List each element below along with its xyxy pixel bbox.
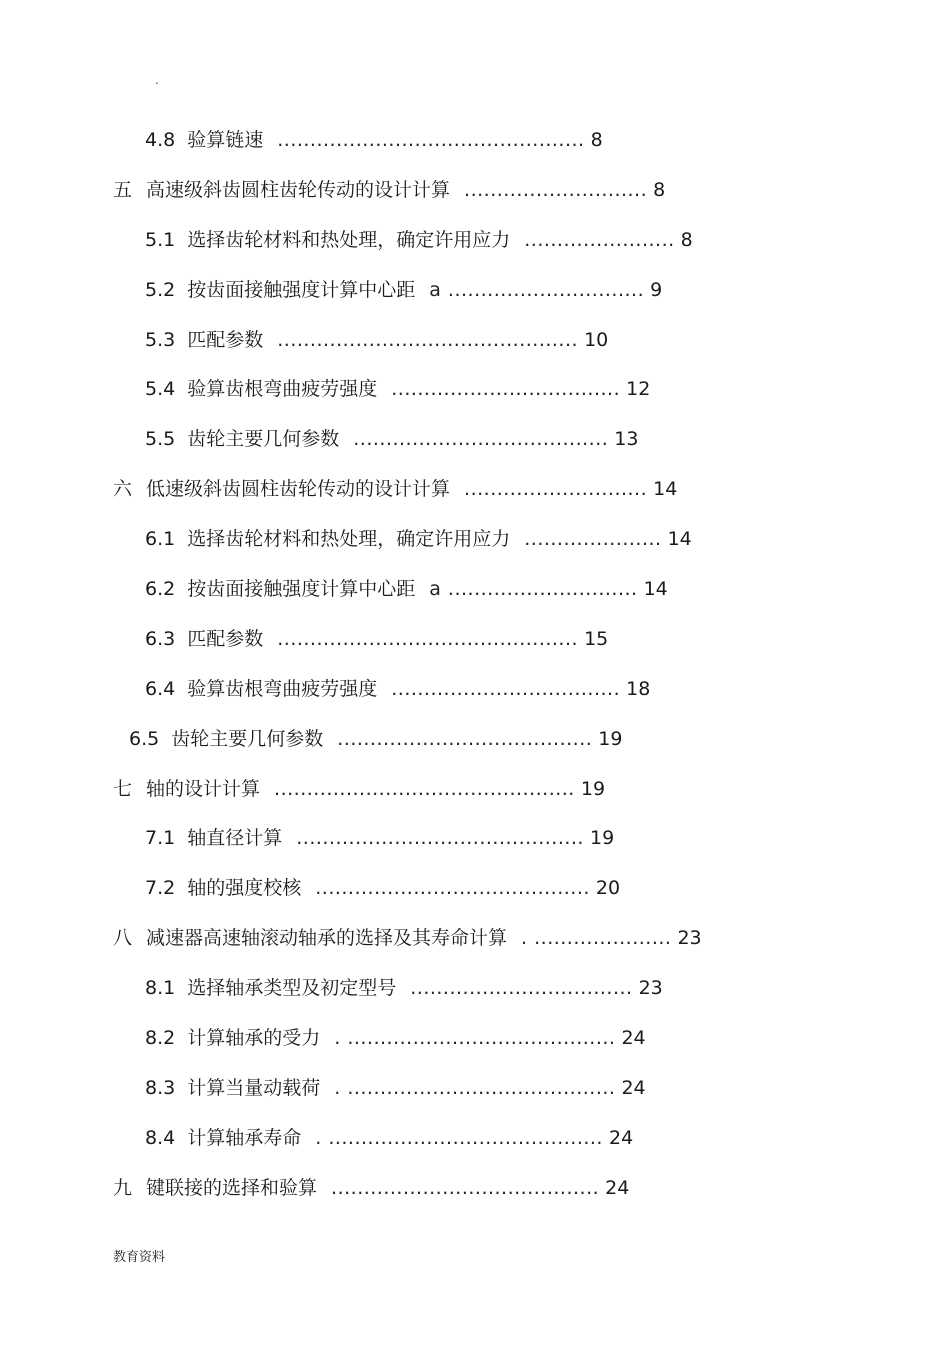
toc-entry-number: 五 xyxy=(113,178,133,201)
toc-entry-page-number: 19 xyxy=(598,727,623,750)
toc-entry-number: 5.1 xyxy=(145,228,176,251)
toc-entry[interactable] xyxy=(0,870,950,920)
toc-entry[interactable] xyxy=(0,1020,950,1070)
toc-entry[interactable] xyxy=(0,421,950,471)
toc-entry-number: 九 xyxy=(113,1176,133,1199)
header-dot: . xyxy=(155,73,159,87)
toc-entry-number: 6.5 xyxy=(129,727,160,750)
toc-entry-title: 选择齿轮材料和热处理，确定许用应力 xyxy=(187,228,511,251)
toc-entry-page-number: 10 xyxy=(584,328,609,351)
toc-entry-title: 键联接的选择和验算 xyxy=(146,1176,318,1199)
toc-entry[interactable] xyxy=(0,1120,950,1170)
toc-entry-title: 匹配参数 xyxy=(187,627,264,650)
toc-entry-number: 5.2 xyxy=(145,278,176,301)
toc-entry-leader: . ..................... xyxy=(521,927,672,950)
toc-entry-title: 选择轴承类型及初定型号 xyxy=(187,977,397,1000)
toc-entry-leader: ............................................... xyxy=(277,129,585,151)
toc-entry-title: 验算齿根弯曲疲劳强度 xyxy=(187,677,378,700)
toc-entry-number: 5.3 xyxy=(145,328,176,351)
toc-entry-leader: ............................ xyxy=(464,178,648,201)
toc-entry-title: 按齿面接触强度计算中心距 xyxy=(187,578,416,601)
toc-entry-leader: ....................... xyxy=(524,228,675,251)
toc-entry-page-number: 8 xyxy=(653,178,666,201)
toc-entry-page-number: 12 xyxy=(626,378,651,401)
toc-entry-title: 轴的设计计算 xyxy=(146,777,261,800)
toc-entry-leader: . ......................................... xyxy=(334,1027,616,1050)
toc-entry[interactable] xyxy=(0,920,950,970)
toc-entry-number: 8.4 xyxy=(145,1126,176,1149)
toc-entry-number: 4.8 xyxy=(145,129,176,151)
toc-entry-number: 七 xyxy=(113,777,133,800)
toc-entry[interactable] xyxy=(0,571,950,621)
toc-entry-number: 八 xyxy=(113,927,133,950)
toc-entry-page-number: 9 xyxy=(650,278,663,301)
toc-entry-leader: .................................. xyxy=(410,977,633,1000)
toc-entry-number: 6.3 xyxy=(145,627,176,650)
toc-entry-leader: a ............................. xyxy=(429,578,638,601)
toc-entry[interactable] xyxy=(0,371,950,421)
toc-entry-number: 6.2 xyxy=(145,578,176,601)
toc-entry-leader: .............................................. xyxy=(277,627,579,650)
toc-entry-title: 低速级斜齿圆柱齿轮传动的设计计算 xyxy=(146,478,451,501)
toc-entry-leader: ....................................... xyxy=(353,428,609,451)
toc-entry[interactable] xyxy=(0,1070,950,1120)
toc-entry-page-number: 15 xyxy=(584,627,609,650)
toc-entry-page-number: 19 xyxy=(589,827,615,850)
toc-entry-title: 减速器高速轴滚动轴承的选择及其寿命计算 xyxy=(146,927,508,950)
toc-entry-leader: ................................... xyxy=(391,378,621,401)
toc-entry-title: 匹配参数 xyxy=(187,328,264,351)
toc-entry-page-number: 14 xyxy=(653,478,678,501)
toc-entry-page-number: 24 xyxy=(621,1027,646,1050)
toc-entry-page-number: 24 xyxy=(608,1126,634,1149)
toc-entry[interactable] xyxy=(0,820,950,870)
toc-entry-title: 轴直径计算 xyxy=(187,827,283,850)
toc-entry-page-number: 19 xyxy=(580,777,606,800)
toc-entry-number: 6.4 xyxy=(145,677,176,700)
toc-entry-page-number: 8 xyxy=(590,129,603,151)
toc-entry-leader: a .............................. xyxy=(429,278,645,301)
toc-entry[interactable] xyxy=(0,322,950,372)
toc-entry-title: 齿轮主要几何参数 xyxy=(171,727,324,750)
toc-entry-number: 5.4 xyxy=(145,378,176,401)
table-of-contents xyxy=(0,122,950,1220)
toc-entry-number: 7.2 xyxy=(145,877,176,900)
toc-entry[interactable] xyxy=(0,122,950,172)
toc-entry-title: 验算链速 xyxy=(187,129,264,151)
toc-entry-leader: . .......................................... xyxy=(315,1126,603,1149)
toc-entry-number: 7.1 xyxy=(145,827,176,850)
toc-entry[interactable] xyxy=(0,471,950,521)
toc-entry-leader: . ......................................... xyxy=(334,1076,616,1099)
toc-entry-title: 计算轴承寿命 xyxy=(187,1126,302,1149)
toc-entry-page-number: 24 xyxy=(605,1176,630,1199)
toc-entry-title: 验算齿根弯曲疲劳强度 xyxy=(187,378,378,401)
toc-entry-title: 计算当量动载荷 xyxy=(187,1076,321,1099)
toc-entry-leader: ......................................... xyxy=(331,1176,600,1199)
toc-entry-page-number: 14 xyxy=(643,578,668,601)
toc-entry-number: 8.1 xyxy=(145,977,176,1000)
toc-entry[interactable] xyxy=(0,721,950,771)
toc-entry[interactable] xyxy=(0,970,950,1020)
toc-entry[interactable] xyxy=(0,671,950,721)
toc-entry-title: 计算轴承的受力 xyxy=(187,1027,321,1050)
toc-entry[interactable] xyxy=(0,621,950,671)
toc-entry[interactable] xyxy=(0,771,950,821)
toc-entry-leader: .............................................. xyxy=(277,328,579,351)
toc-entry[interactable] xyxy=(0,172,950,222)
toc-entry-leader: ............................ xyxy=(464,478,648,501)
toc-entry-number: 5.5 xyxy=(145,428,176,451)
toc-entry-leader: ..................... xyxy=(524,528,662,551)
toc-entry-page-number: 14 xyxy=(667,528,692,551)
toc-entry-number: 六 xyxy=(113,478,133,501)
toc-entry-title: 按齿面接触强度计算中心距 xyxy=(187,278,416,301)
toc-entry-title: 高速级斜齿圆柱齿轮传动的设计计算 xyxy=(146,178,451,201)
toc-entry-leader: ............................................ xyxy=(296,827,584,850)
toc-entry-leader: ................................... xyxy=(391,677,621,700)
footer-label: 教育资料 xyxy=(113,1250,166,1265)
toc-entry-title: 齿轮主要几何参数 xyxy=(187,428,340,451)
toc-entry-number: 8.2 xyxy=(145,1027,176,1050)
toc-entry-page-number: 24 xyxy=(621,1076,646,1099)
toc-entry[interactable] xyxy=(0,521,950,571)
toc-entry-page-number: 8 xyxy=(680,228,693,251)
toc-entry[interactable] xyxy=(0,1170,950,1220)
toc-entry-page-number: 18 xyxy=(626,677,651,700)
toc-entry-title: 轴的强度校核 xyxy=(187,877,302,900)
toc-entry-page-number: 20 xyxy=(595,877,621,900)
toc-entry[interactable] xyxy=(0,222,950,272)
toc-entry-number: 6.1 xyxy=(145,528,176,551)
toc-entry-page-number: 23 xyxy=(638,977,663,1000)
toc-entry-title: 选择齿轮材料和热处理，确定许用应力 xyxy=(187,528,511,551)
toc-entry-page-number: 13 xyxy=(614,428,639,451)
toc-entry-number: 8.3 xyxy=(145,1076,176,1099)
toc-entry-leader: .......................................... xyxy=(315,877,590,900)
toc-entry-page-number: 23 xyxy=(677,927,702,950)
toc-entry-leader: ....................................... xyxy=(337,727,593,750)
toc-entry-leader: .............................................. xyxy=(274,777,575,800)
toc-entry[interactable] xyxy=(0,272,950,322)
